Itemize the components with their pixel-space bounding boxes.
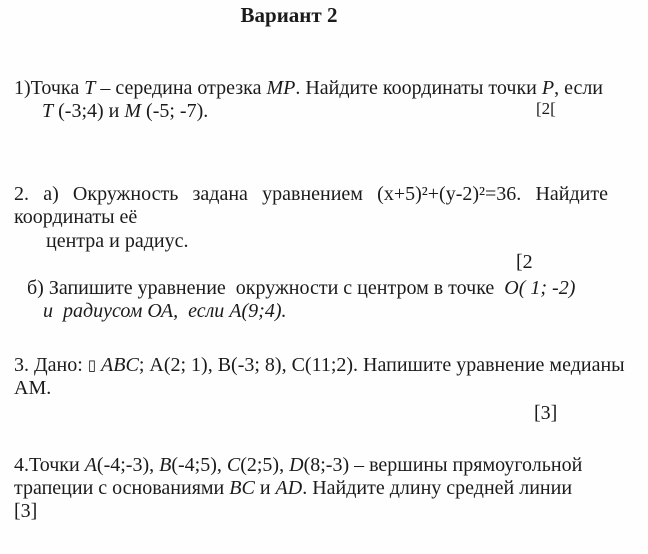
problem-3-line-1 (14, 354, 625, 378)
text-run: ; А(2; 1), В(-3; 8), С(11;2). Напишите уравнение медианы (138, 354, 625, 376)
text-run: , если (554, 77, 604, 99)
text-run: – середина отрезка (95, 77, 267, 99)
text-run: . Найдите длину средней линии (302, 477, 573, 499)
missing-glyph-box: ▯ (87, 358, 97, 374)
text-run: . Найдите координаты точки (295, 77, 542, 99)
problem-4-line-1 (14, 454, 582, 476)
problem-2a-line-2: координаты её (14, 206, 138, 228)
text-run: 3. Дано: (14, 354, 88, 376)
problem-2a-line-3: центра и радиус. (46, 230, 189, 252)
math-var-D: D (289, 454, 304, 476)
text-run: (2;5), (240, 454, 290, 476)
math-var-M: M (124, 100, 142, 122)
math-point-O: О( 1; -2) (504, 277, 576, 299)
problem-2b-line-2: и радиусом ОА, если А(9;4). (43, 300, 287, 322)
problem-1-line-1 (14, 77, 603, 99)
problem-1-score-mark: [2[ (536, 99, 556, 118)
text-run: (8;-3) – вершины прямоугольной (303, 454, 583, 476)
text-run: 1)Точка (14, 77, 85, 99)
math-var-ABC: ABC (101, 354, 139, 376)
problem-4-line-2 (14, 477, 572, 499)
math-var-C: C (226, 454, 241, 476)
math-var-P: P (541, 77, 555, 99)
math-var-MP: MP (266, 77, 296, 99)
text-run: (-3;4) и (53, 100, 125, 122)
text-run: (-4;5), (171, 454, 227, 476)
text-run: и (254, 477, 276, 499)
problem-1-line-2 (42, 100, 208, 122)
math-var-A: A (84, 454, 97, 476)
problem-3-line-2: АМ. (14, 377, 52, 399)
page-title: Вариант 2 (240, 3, 338, 27)
text-run: б) Запишите уравнение окружности с центром в точке (27, 277, 505, 299)
math-var-AD: AD (275, 477, 303, 499)
text-run: (-5; -7). (141, 100, 209, 122)
problem-3-score-mark: [3] (534, 402, 558, 424)
text-run: трапеции с основаниями (14, 477, 230, 499)
problem-2a-line-1: 2. а) Окружность задана уравнением (x+5)²+(y-2)²=36. Найдите (14, 183, 608, 205)
math-var-BC: BC (229, 477, 255, 499)
math-var-B: B (159, 454, 172, 476)
math-var-T: T (42, 100, 54, 122)
problem-2-score-mark: [2 (516, 251, 533, 273)
text-run: 4.Точки (14, 454, 85, 476)
math-var-T: T (84, 77, 96, 99)
problem-2b-line-1 (27, 277, 575, 299)
text-run: (-4;-3), (96, 454, 160, 476)
problem-4-score-mark: [3] (14, 500, 38, 522)
